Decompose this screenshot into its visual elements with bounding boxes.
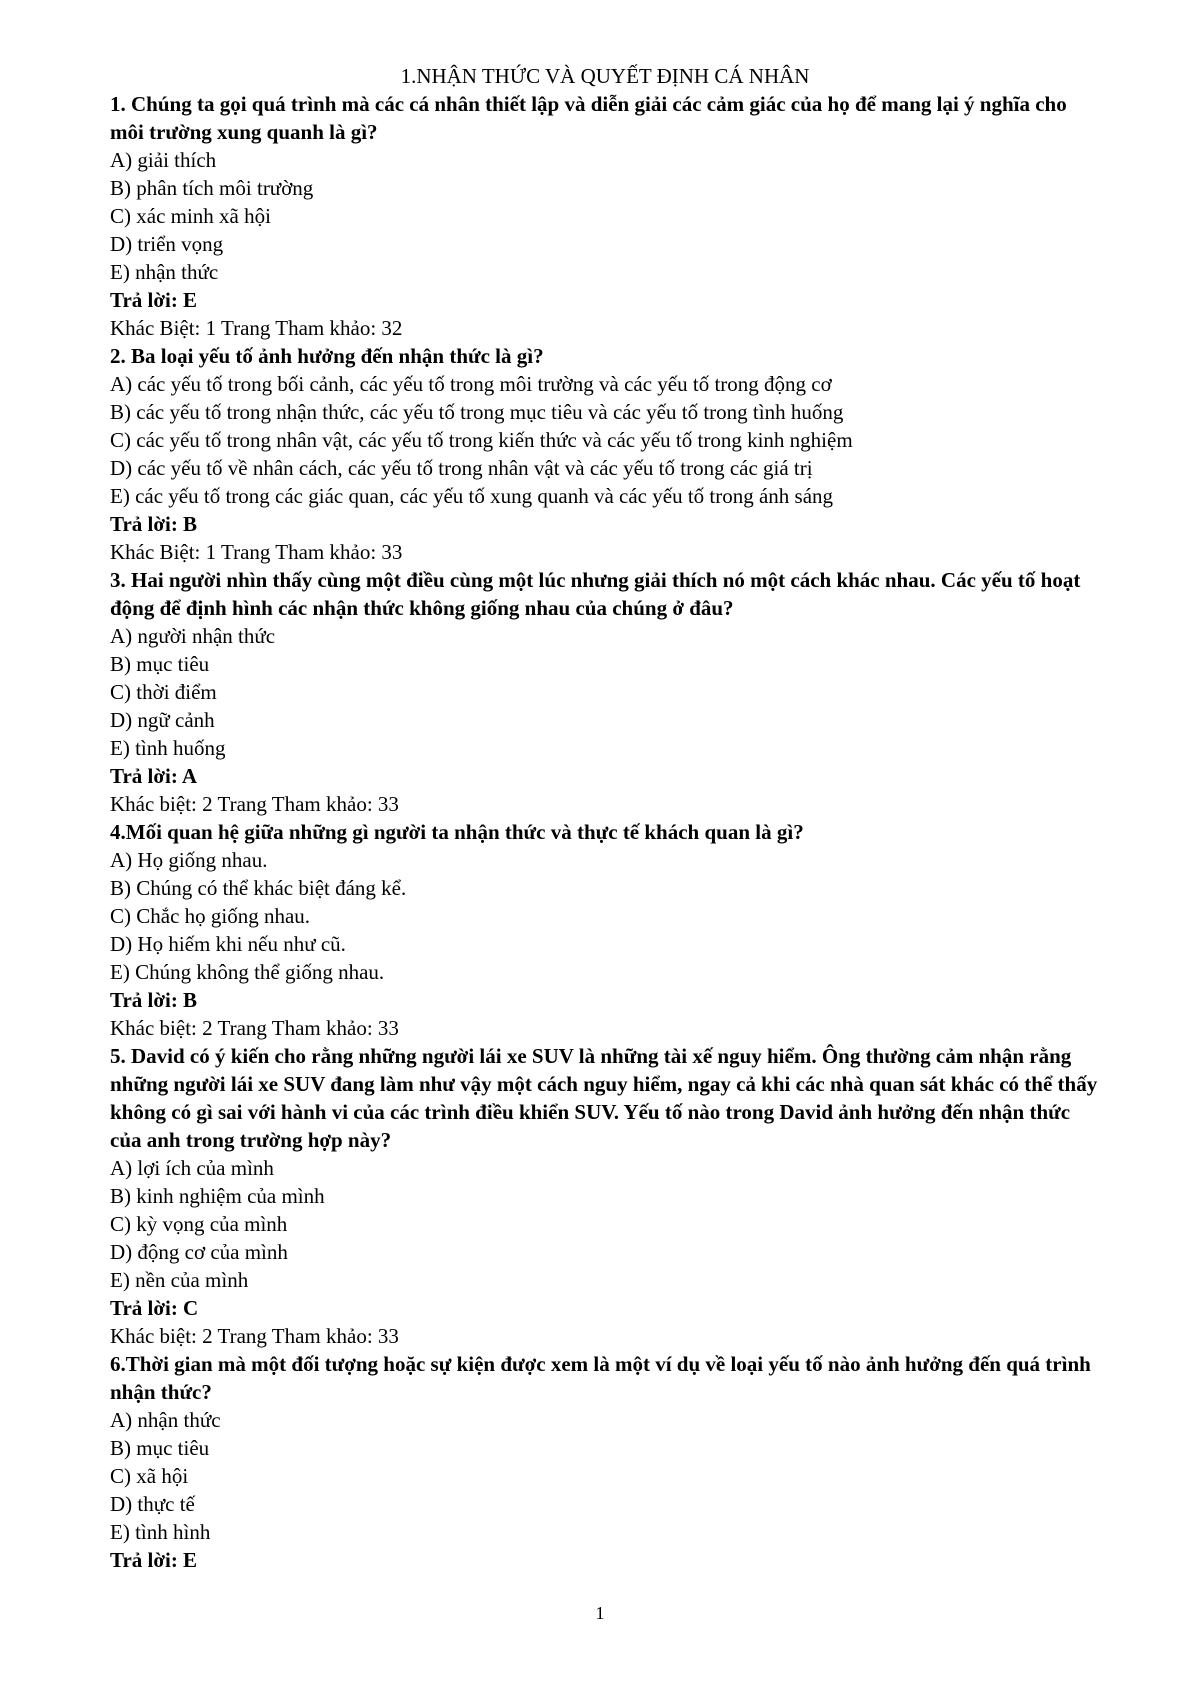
answer-option: A) lợi ích của mình [110,1156,274,1180]
question-text: 2. Ba loại yếu tố ảnh hưởng đến nhận thức là gì? [110,344,544,368]
question-block [110,90,1100,342]
question-block [110,818,1100,1042]
question-block [110,1350,1100,1574]
answer-option: A) người nhận thức [110,624,276,648]
correct-answer: Trả lời: C [110,1296,199,1320]
answer-option: D) động cơ của mình [110,1240,288,1264]
question-block [110,342,1100,566]
answer-option: E) nhận thức [110,260,219,284]
answer-option: E) tình huống [110,736,226,760]
question-reference: Khác Biệt: 1 Trang Tham khảo: 33 [110,540,403,564]
question-reference: Khác biệt: 2 Trang Tham khảo: 33 [110,792,399,816]
answer-option: D) các yếu tố về nhân cách, các yếu tố trong nhân vật và các yếu tố trong các giá trị [110,456,813,480]
document-page [110,62,1100,1574]
answer-option: B) kinh nghiệm của mình [110,1184,325,1208]
question-text: 3. Hai người nhìn thấy cùng một điều cùng một lúc nhưng giải thích nó một cách khác nhau. Các yếu tố hoạt động để định hình các nhận thức không giống nhau của chúng ở đâu? [110,568,1081,620]
answer-option: E) các yếu tố trong các giác quan, các yếu tố xung quanh và các yếu tố trong ánh sáng [110,484,834,508]
correct-answer: Trả lời: B [110,512,198,536]
correct-answer: Trả lời: A [110,764,198,788]
answer-option: D) ngữ cảnh [110,708,215,732]
answer-option: C) kỳ vọng của mình [110,1212,288,1236]
question-reference: Khác biệt: 2 Trang Tham khảo: 33 [110,1324,399,1348]
answer-option: B) mục tiêu [110,652,210,676]
answer-option: A) Họ giống nhau. [110,848,268,872]
correct-answer: Trả lời: E [110,288,198,312]
correct-answer: Trả lời: E [110,1548,198,1572]
question-block [110,566,1100,818]
answer-option: D) Họ hiếm khi nếu như cũ. [110,932,346,956]
question-text: 6.Thời gian mà một đối tượng hoặc sự kiện được xem là một ví dụ về loại yếu tố nào ảnh hưởng đến quá trình nhận thức? [110,1352,1091,1404]
question-reference: Khác biệt: 2 Trang Tham khảo: 33 [110,1016,399,1040]
answer-option: E) Chúng không thể giống nhau. [110,960,385,984]
answer-option: D) triển vọng [110,232,224,256]
answer-option: E) tình hình [110,1520,211,1544]
answer-option: E) nền của mình [110,1268,249,1292]
answer-option: B) các yếu tố trong nhận thức, các yếu tố trong mục tiêu và các yếu tố trong tình huống [110,400,844,424]
answer-option: B) mục tiêu [110,1436,210,1460]
answer-option: A) giải thích [110,148,217,172]
answer-option: C) thời điểm [110,680,217,704]
answer-option: A) nhận thức [110,1408,221,1432]
document-title: 1.NHẬN THỨC VÀ QUYẾT ĐỊNH CÁ NHÂN [400,64,810,88]
answer-option: B) phân tích môi trường [110,176,314,200]
answer-option: C) các yếu tố trong nhân vật, các yếu tố trong kiến thức và các yếu tố trong kinh nghiệm [110,428,853,452]
answer-option: A) các yếu tố trong bối cảnh, các yếu tố trong môi trường và các yếu tố trong động cơ [110,372,832,396]
question-text: 4.Mối quan hệ giữa những gì người ta nhận thức và thực tế khách quan là gì? [110,820,804,844]
answer-option: C) xã hội [110,1464,189,1488]
answer-option: C) Chắc họ giống nhau. [110,904,311,928]
answer-option: D) thực tế [110,1492,195,1516]
page-number: 1 [595,1603,605,1623]
question-text: 1. Chúng ta gọi quá trình mà các cá nhân thiết lập và diễn giải các cảm giác của họ để mang lại ý nghĩa cho môi trường xung quanh là gì? [110,92,1067,144]
answer-option: C) xác minh xã hội [110,204,271,228]
question-text: 5. David có ý kiến cho rằng những người lái xe SUV là những tài xế nguy hiểm. Ông thường cảm nhận rằng những người lái xe SUV đang làm như vậy một cách nguy hiểm, ngay cả khi các nhà quan sát khác có thể thấy không có gì sai với hành vi của các trình điều khiển SUV. Yếu tố nào trong David ảnh hưởng đến nhận thức của anh trong trường hợp này? [110,1044,1098,1152]
answer-option: B) Chúng có thể khác biệt đáng kể. [110,876,407,900]
question-block [110,1042,1100,1350]
question-reference: Khác Biệt: 1 Trang Tham khảo: 32 [110,316,403,340]
correct-answer: Trả lời: B [110,988,198,1012]
